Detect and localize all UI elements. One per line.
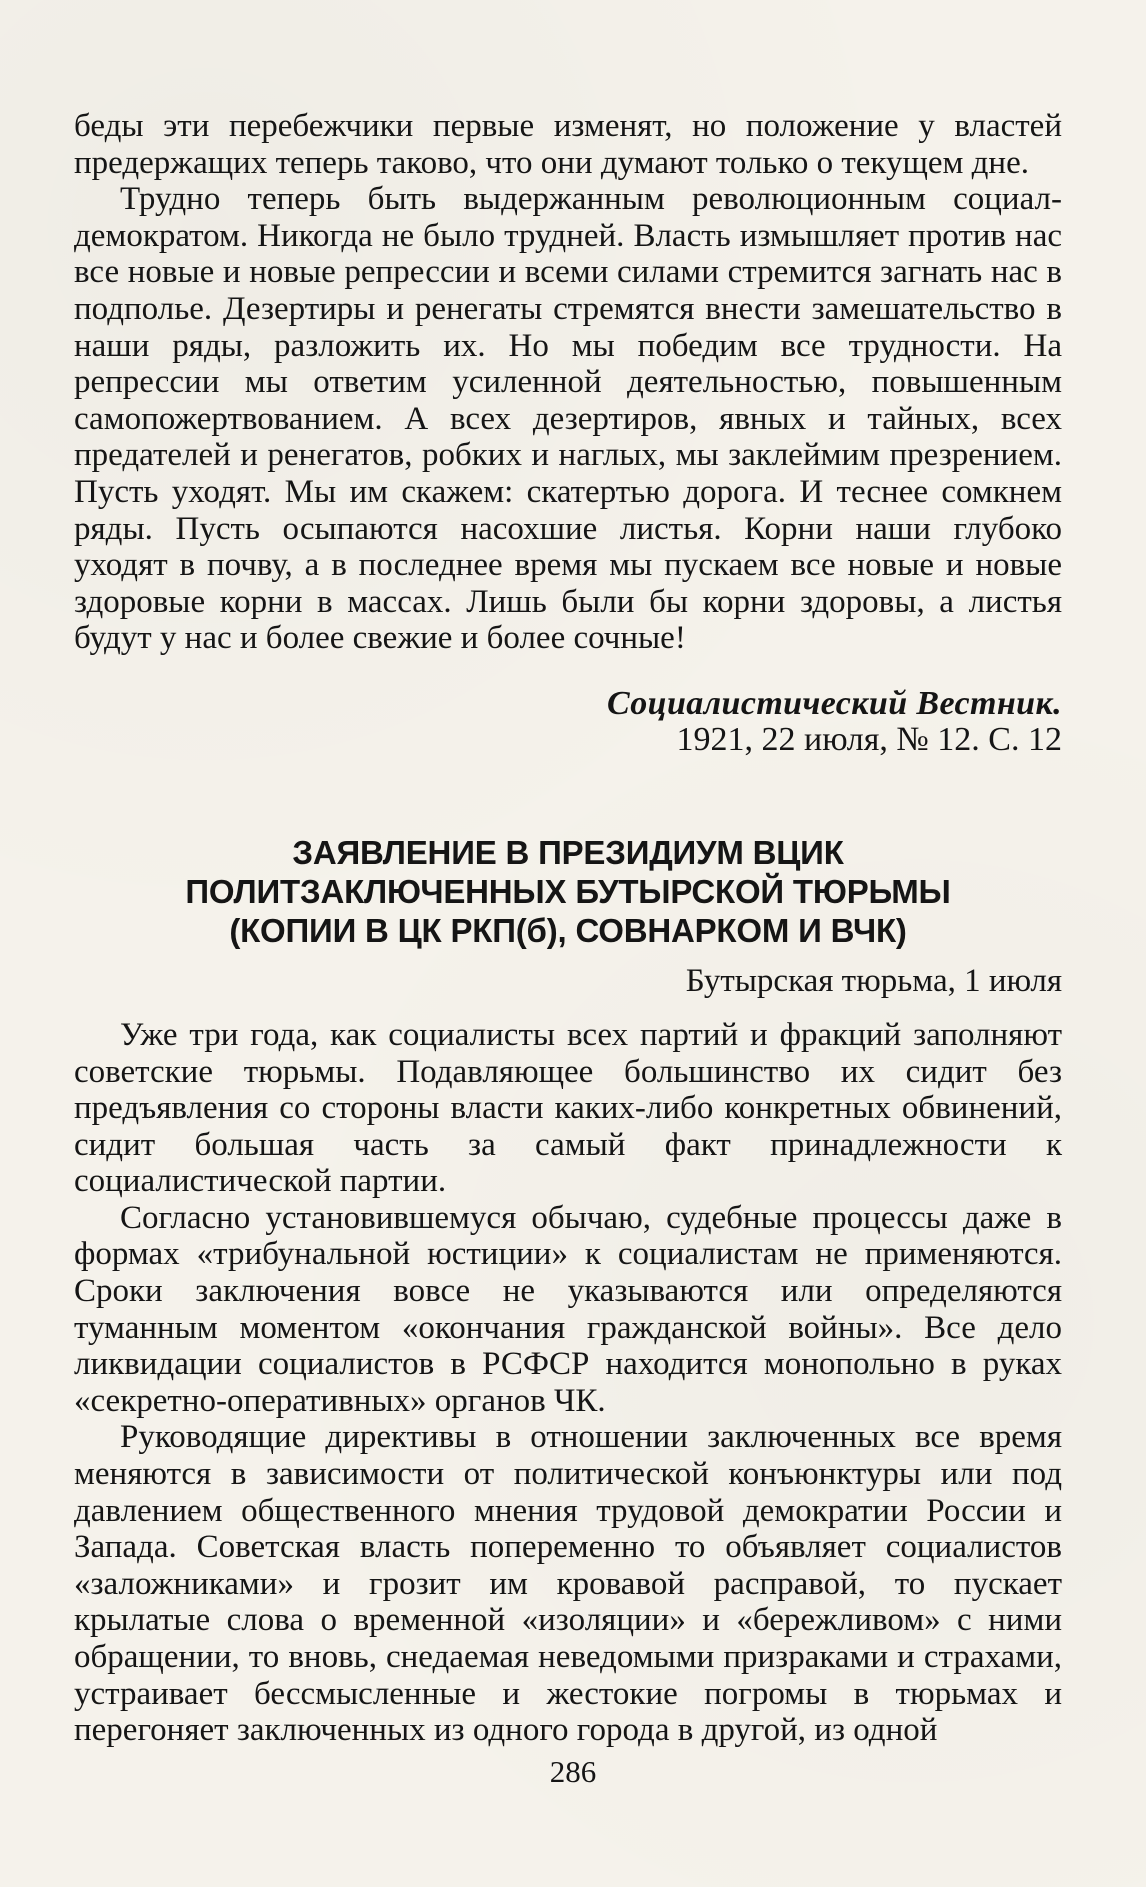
place-and-date: Бутырская тюрьма, 1 июля: [685, 962, 1062, 999]
section-heading: [74, 833, 1062, 950]
paragraph-three-years: Уже три года, как социалисты всех партий и фракций заполняют советские тюрьмы. Подавляющее большинство их сидит без предъявления со стороны власти каких-либо конкретных обвинений, сидит большая часть за самый факт принадлежности к социалистической партии.: [74, 1016, 1062, 1200]
heading-line-1: ЗАЯВЛЕНИЕ В ПРЕЗИДИУМ ВЦИК: [292, 833, 844, 871]
source-name: Социалистический Вестник.: [606, 684, 1062, 722]
heading-line-3: (КОПИИ В ЦК РКП(б), СОВНАРКОМ И ВЧК): [229, 911, 907, 949]
source-citation: [74, 686, 1062, 758]
heading-line-2: ПОЛИТЗАКЛЮЧЕННЫХ БУТЫРСКОЙ ТЮРЬМЫ: [185, 872, 951, 910]
paragraph-court-processes: Согласно установившемуся обычаю, судебные процессы даже в формах «трибунальной юстиции» к социалистам не применяются. Сроки заключения вовсе не указываются или определяются туманным моментом «окончания гражданской войны». Все дело ликвидации социалистов в РСФСР находится монопольно в руках «секретно-оперативных» органов ЧК.: [74, 1199, 1062, 1419]
paragraph-directives: Руководящие директивы в отношении заключенных все время меняются в зависимости от политической конъюнктуры или под давлением общественного мнения трудовой демократии России и Запада. Советская власть попеременно то объявляет социалистов «заложниками» и грозит им кровавой расправой, то пускает крылатые слова о временной «изоляции» и «бережливом» с ними обращении, то вновь, снедаемая неведомыми призраками и страхами, устраивает бессмысленные и жестокие погромы в тюрьмах и перегоняет заключенных из одного города в другой, из одной: [74, 1419, 1062, 1749]
source-details: 1921, 22 июля, № 12. С. 12: [676, 720, 1062, 758]
paragraph-social-democrat: Трудно теперь быть выдержанным революционным социал-демократом. Никогда не было трудней. Власть измышляет против нас все новые и новые репрессии и всеми силами стремится загнать нас в подполье. Дезертиры и ренегаты стремятся внести замешательство в наши ряды, разложить их. Но мы победим все трудности. На репрессии мы ответим усиленной деятельностью, повышенным самопожертвованием. А всех дезертиров, явных и тайных, всех предателей и ренегатов, робких и наглых, мы заклеймим презрением. Пусть уходят. Мы им скажем: скатертью дорога. И теснее сомкнем ряды. Пусть осыпаются насохшие листья. Корни наши глубоко уходят в почву, а в последнее время мы пускаем все новые и новые здоровые корни в массах. Лишь были бы корни здоровы, а листья будут у нас и более свежие и более сочные!: [74, 181, 1062, 657]
continued-paragraph: беды эти перебежчики первые изменят, но положение у властей предержащих теперь таково, что они думают только о текущем дне.: [74, 108, 1062, 181]
page-number: 286: [549, 1754, 597, 1789]
text-column: [74, 108, 1062, 1749]
